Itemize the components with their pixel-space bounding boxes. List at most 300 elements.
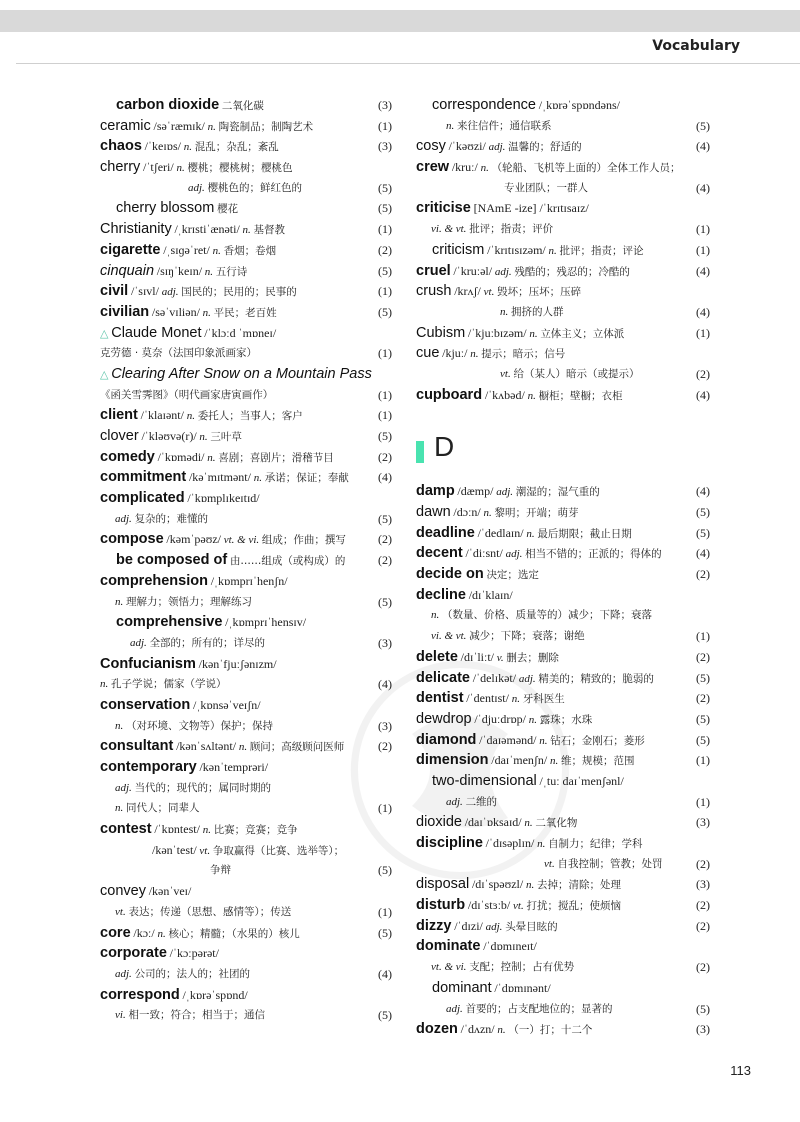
triangle-icon: △ (100, 326, 109, 340)
vocab-line (416, 833, 710, 854)
definition: 陶瓷制品；制陶艺术 (218, 120, 314, 133)
headword: clover (100, 428, 139, 444)
vocab-line (100, 778, 392, 799)
definition: 二氧化物 (535, 817, 578, 830)
unit-reference: (2) (696, 366, 710, 381)
unit-reference: (2) (696, 691, 710, 706)
part-of-speech: vt. & vi. (223, 534, 260, 547)
vocab-line (100, 261, 392, 282)
definition: 支配；控制；占有优势 (469, 961, 575, 974)
vocab-line (416, 874, 710, 895)
headword: criticise (416, 200, 471, 217)
part-of-speech: n. (242, 224, 251, 237)
part-of-speech: n. (529, 327, 538, 340)
definition: 专业团队；一群人 (504, 181, 588, 194)
part-of-speech: n. (548, 244, 557, 257)
part-of-speech: adj. (496, 486, 513, 499)
vocab-line (416, 854, 710, 875)
unit-reference: (2) (378, 449, 392, 464)
vocab-line (416, 543, 710, 564)
definition: （数量、价格、质量等的）减少；下降；衰落 (442, 609, 652, 622)
unit-reference: (4) (378, 470, 392, 485)
unit-reference: (3) (696, 815, 710, 830)
part-of-speech: vt. (500, 367, 511, 380)
headword: carbon dioxide (116, 97, 220, 113)
definition: 组成；作曲；撰写 (261, 534, 346, 547)
vocab-line (416, 1019, 710, 1040)
headword: decent (416, 545, 463, 562)
vocab-line (100, 757, 392, 778)
part-of-speech: adj. (130, 636, 147, 649)
definition: 樱桃色的；鲜红色的 (207, 181, 303, 194)
part-of-speech: n. (527, 389, 536, 402)
vocab-line (416, 364, 710, 385)
letter-d: D (434, 431, 455, 463)
phonetic: /ˈsɪvl/ (130, 284, 159, 299)
left-column (100, 95, 392, 1026)
headword: dominate (416, 938, 481, 955)
part-of-speech: adj. (115, 967, 132, 980)
phonetic: /dɪˈstɜːb/ (467, 898, 511, 913)
phonetic: /səˈvɪliən/ (151, 304, 200, 319)
headword: criticism (432, 241, 485, 258)
vocab-line (100, 716, 392, 737)
part-of-speech: n. (483, 507, 492, 519)
definition: 立体主义；立体派 (540, 327, 625, 340)
unit-reference: (2) (696, 649, 710, 664)
headword: commitment (100, 469, 187, 486)
section-title: Vocabulary (652, 38, 740, 54)
part-of-speech: vt. (483, 286, 495, 299)
vocab-line (416, 240, 710, 261)
vocab-line (416, 605, 710, 626)
vocab-line (416, 626, 710, 647)
part-of-speech: vt. (544, 857, 555, 870)
part-of-speech: adj. (494, 265, 512, 278)
vocab-line (416, 688, 710, 709)
vocab-line (100, 943, 392, 964)
definition: 孔子学说；儒家（学说） (111, 678, 227, 691)
unit-reference: (1) (696, 629, 710, 644)
vocab-line (416, 647, 710, 668)
vocab-line (416, 95, 710, 116)
part-of-speech: n. (497, 1024, 506, 1037)
headword: chaos (100, 138, 142, 155)
part-of-speech: n. (511, 693, 520, 706)
unit-reference: (5) (378, 863, 392, 878)
unit-reference: (5) (378, 263, 392, 278)
letter-accent-bar (416, 441, 424, 463)
unit-reference: (1) (378, 904, 392, 919)
definition: 喜剧；喜剧片；滑稽节目 (218, 451, 334, 464)
definition: 提示；暗示；信号 (481, 348, 566, 361)
vocab-line (100, 95, 392, 116)
phonetic: /ˈdaɪəmənd/ (479, 732, 537, 747)
vocab-line (100, 819, 392, 840)
definition: 头晕目眩的 (505, 920, 558, 933)
vocab-line (100, 633, 392, 654)
phonetic: /ˈdʌzn/ (460, 1022, 495, 1037)
vocab-line (416, 957, 710, 978)
phonetic: /ˈklɔːd ˈmɒneɪ/ (204, 325, 277, 340)
headword: cosy (416, 138, 446, 155)
vocab-line (416, 750, 710, 771)
part-of-speech: n. (446, 119, 455, 132)
unit-reference: (5) (378, 1008, 392, 1023)
unit-reference: (1) (378, 118, 392, 133)
headword: civilian (100, 303, 150, 320)
unit-reference: (4) (696, 180, 710, 195)
headword: dizzy (416, 917, 452, 934)
vocab-line (100, 302, 392, 323)
phonetic: /ˈdjuːdrɒp/ (474, 711, 526, 726)
unit-reference: (2) (696, 567, 710, 582)
phonetic: /ˈdɒmɪnənt/ (494, 980, 551, 995)
vocab-line (416, 895, 710, 916)
phonetic: /ˈdiːsnt/ (465, 546, 503, 561)
phonetic: /ˈdɪsəplɪn/ (485, 836, 535, 850)
headword: dentist (416, 690, 464, 707)
unit-reference: (1) (696, 222, 710, 237)
vocab-line (100, 985, 392, 1006)
phonetic: /səˈræmɪk/ (153, 118, 205, 133)
vocab-line (416, 385, 710, 406)
unit-reference: (1) (378, 801, 392, 816)
unit-reference: (2) (696, 960, 710, 975)
headword: discipline (416, 835, 483, 851)
definition: 基督教 (253, 224, 286, 237)
vocab-line (100, 488, 392, 509)
phonetic: /kɔː/ (133, 925, 155, 940)
vocab-line (100, 343, 392, 364)
definition: 来往信件；通信联系 (457, 119, 552, 132)
unit-reference: (3) (696, 1022, 710, 1037)
phonetic: /ˈdedlaɪn/ (477, 525, 524, 540)
unit-reference: (5) (696, 118, 710, 133)
phonetic: /daɪˈmenʃn/ (491, 753, 548, 768)
phonetic: /ˈkəʊzi/ (448, 139, 486, 154)
phonetic: /kənˈsʌltənt/ (176, 739, 237, 754)
headword: core (100, 924, 131, 941)
phonetic: /ˌtuː daɪˈmenʃənl/ (539, 773, 624, 788)
vocab-line (100, 695, 392, 716)
unit-reference: (5) (378, 201, 392, 216)
unit-reference: (2) (378, 553, 392, 568)
definition: 樱花 (217, 203, 239, 216)
definition: 去掉；清除；处理 (536, 879, 621, 892)
phonetic: /ˈkruːəl/ (453, 263, 493, 278)
definition: 钻石；金刚石；菱形 (550, 734, 645, 747)
headword: contest (100, 821, 152, 838)
definition: 公司的；法人的；社团的 (134, 967, 251, 980)
part-of-speech: n. (550, 755, 559, 768)
definition: 黎明；开端；萌芽 (494, 507, 579, 519)
part-of-speech: vi. (115, 1009, 126, 1022)
part-of-speech: n. (480, 162, 489, 175)
unit-reference: (4) (696, 484, 710, 499)
vocab-line (416, 302, 710, 323)
headword: disturb (416, 897, 466, 914)
vocab-line (416, 999, 710, 1020)
vocab-line (416, 523, 710, 544)
headword: crew (416, 159, 450, 176)
headword: dioxide (416, 814, 462, 831)
unit-reference: (1) (378, 346, 392, 361)
definition: 减少；下降；衰落；谢绝 (469, 630, 585, 643)
unit-reference: (3) (696, 877, 710, 892)
headword: civil (100, 283, 129, 300)
definition: 混乱；杂乱；紊乱 (194, 141, 279, 154)
definition: 首要的；占支配地位的；显著的 (465, 1002, 613, 1015)
headword: complicated (100, 490, 185, 507)
part-of-speech: n. (500, 305, 509, 318)
unit-reference: (5) (696, 670, 710, 685)
vocab-line (100, 385, 392, 406)
unit-reference: (5) (696, 525, 710, 540)
part-of-speech: adj. (488, 141, 506, 154)
vocab-line (100, 550, 392, 571)
vocab-line (416, 261, 710, 282)
vocab-line (416, 502, 710, 523)
part-of-speech: vi. & vt. (431, 223, 467, 236)
headword: comedy (100, 448, 155, 465)
part-of-speech: vt. (513, 900, 524, 913)
part-of-speech: n. (157, 927, 166, 940)
phonetic: [NAmE -ize] /ˈkrɪtɪsaɪz/ (473, 201, 589, 216)
unit-reference: (2) (696, 918, 710, 933)
phonetic: /kjuː/ (442, 346, 468, 361)
part-of-speech: n. (431, 609, 440, 622)
vocab-line (100, 1005, 392, 1026)
part-of-speech: vt. (199, 844, 211, 857)
vocab-line (100, 964, 392, 985)
phonetic: /ˌkrɪstiˈænəti/ (174, 222, 240, 237)
vocab-line (416, 157, 710, 178)
part-of-speech: adj. (485, 920, 503, 933)
part-of-speech: n. (115, 595, 124, 608)
unit-reference: (1) (696, 242, 710, 257)
headword: be composed of (116, 552, 228, 569)
definition: 二氧化碳 (221, 100, 264, 112)
vocab-line (100, 157, 392, 178)
definition: 三叶草 (210, 431, 242, 443)
phonetic: /daɪˈɒksaɪd/ (464, 815, 522, 830)
phonetic: /dæmp/ (457, 484, 494, 499)
phonetic: /kənˈtest/ (152, 842, 197, 857)
header-divider (16, 63, 800, 64)
definition: 争取赢得（比赛、选举等）； (212, 844, 345, 857)
headword: cruel (416, 262, 451, 279)
definition: （轮船、飞机等上面的）全体工作人员； (491, 162, 681, 175)
right-column (416, 95, 710, 1040)
definition: 毁坏；压坏；压碎 (497, 286, 582, 299)
headword: Cubism (416, 324, 466, 341)
part-of-speech: adj. (188, 181, 205, 194)
unit-reference: (5) (378, 925, 392, 940)
headword: Confucianism (100, 655, 196, 672)
vocab-line (100, 798, 392, 819)
vocab-line (100, 612, 392, 633)
headword: correspondence (432, 97, 536, 113)
vocab-line (100, 219, 392, 240)
headword: diamond (416, 731, 477, 748)
headword: dominant (432, 979, 492, 996)
unit-reference: (3) (378, 139, 392, 154)
part-of-speech: vt. (115, 905, 126, 918)
definition: （一）打；十二个 (508, 1024, 593, 1037)
part-of-speech: adj. (115, 512, 132, 525)
vocab-line (416, 323, 710, 344)
headword: cupboard (416, 386, 483, 403)
definition: 承诺；保证；奉献 (264, 472, 349, 485)
unit-reference: (3) (378, 98, 392, 112)
unit-reference: (1) (378, 387, 392, 402)
headword: convey (100, 883, 146, 900)
part-of-speech: n. (238, 741, 248, 754)
vocab-line (100, 116, 392, 137)
part-of-speech: n. (176, 162, 185, 175)
unit-reference: (3) (378, 635, 392, 650)
definition: 自制力；纪律；学科 (548, 838, 643, 850)
triangle-icon: △ (100, 367, 109, 381)
phonetic: /ˈkʌbəd/ (484, 387, 525, 402)
vocab-line (100, 860, 392, 881)
right-c-entries (416, 95, 710, 405)
phonetic: /ˌkɒmprɪˈhensɪv/ (225, 615, 307, 630)
top-banner (0, 10, 800, 32)
vocab-line (100, 840, 392, 861)
vocab-line (100, 323, 392, 344)
headword: dawn (416, 504, 451, 520)
unit-reference: (1) (378, 284, 392, 299)
vocab-line (100, 509, 392, 530)
definition: 理解力；领悟力；理解练习 (126, 595, 252, 608)
headword: cinquain (100, 262, 155, 279)
definition: 批评；指责；评论 (559, 244, 644, 257)
unit-reference: (5) (696, 505, 710, 519)
phonetic: /ˈkjuːbɪzəm/ (467, 325, 527, 340)
part-of-speech: adj. (161, 286, 179, 299)
vocab-line (416, 812, 710, 833)
unit-reference: (5) (378, 594, 392, 609)
vocab-line (416, 481, 710, 502)
part-of-speech: n. (526, 527, 535, 540)
part-of-speech: adj. (505, 548, 523, 561)
definition: 露珠；水珠 (539, 713, 593, 726)
headword: cherry (100, 159, 141, 176)
definition: 相一致；符合；相当于；通信 (128, 1009, 265, 1022)
part-of-speech: n. (207, 451, 216, 464)
vocab-line (416, 219, 710, 240)
phonetic: /kəmˈpəʊz/ (166, 532, 221, 547)
vocab-line (416, 730, 710, 751)
headword: compose (100, 531, 164, 548)
definition: 橱柜；壁橱；衣柜 (538, 389, 623, 402)
unit-reference: (4) (378, 966, 392, 981)
vocab-line (416, 585, 710, 606)
headword: decline (416, 586, 466, 603)
part-of-speech: n. (199, 431, 208, 443)
definition: 顾问；高级顾问医师 (249, 741, 345, 754)
vocab-line (416, 564, 710, 585)
phonetic: /ˌkɒrəˈspɒndəns/ (538, 98, 620, 112)
part-of-speech: n. (539, 734, 548, 747)
definition: 决定；选定 (486, 569, 539, 582)
part-of-speech: n. (253, 472, 262, 485)
definition: 最后期限；截止日期 (537, 527, 632, 540)
headword: conservation (100, 696, 191, 713)
vocab-line (100, 198, 392, 219)
unit-reference: (1) (378, 408, 392, 423)
unit-reference: (4) (696, 304, 710, 319)
headword: consultant (100, 738, 174, 755)
headword: cue (416, 345, 440, 362)
phonetic: /ˈkɒmədi/ (157, 449, 205, 464)
vocab-line (416, 136, 710, 157)
headword: comprehension (100, 572, 208, 589)
phonetic: /ˈkɒmplɪkeɪtɪd/ (187, 491, 260, 506)
part-of-speech: n. (115, 802, 124, 815)
headword: two-dimensional (432, 772, 537, 789)
vocab-line (100, 447, 392, 468)
unit-reference: (5) (378, 511, 392, 526)
part-of-speech: n. (202, 306, 211, 319)
unit-reference: (5) (696, 732, 710, 747)
headword: ceramic (100, 117, 151, 134)
vocab-line (100, 240, 392, 261)
part-of-speech: adj. (446, 795, 463, 808)
unit-reference: (1) (696, 753, 710, 768)
phonetic: /ˌkɒnsəˈveɪʃn/ (193, 697, 261, 712)
definition: 当代的；现代的；属同时期的 (134, 781, 272, 794)
definition: 委托人；当事人；客户 (197, 410, 303, 423)
phonetic: /dɪˈliːt/ (460, 649, 495, 664)
unit-reference: (4) (696, 263, 710, 278)
page-number: 113 (730, 1063, 751, 1078)
definition: 打扰；搅乱；使烦恼 (526, 900, 621, 913)
unit-reference: (2) (378, 242, 392, 257)
headword: client (100, 407, 138, 424)
headword: corporate (100, 945, 167, 962)
definition: 表达；传递（思想、感情等）；传送 (128, 905, 292, 918)
part-of-speech: n. (183, 141, 192, 154)
headword: dimension (416, 752, 489, 769)
phonetic: /ˈdentɪst/ (466, 691, 509, 706)
definition: 拥挤的人群 (511, 305, 564, 318)
phonetic: /kəˈmɪtmənt/ (188, 470, 251, 485)
headword: dozen (416, 1021, 458, 1038)
headword: crush (416, 283, 452, 300)
phonetic: /ˈdelɪkət/ (472, 670, 517, 685)
phonetic: /ˈkləʊvə(r)/ (141, 429, 197, 443)
part-of-speech: n. (470, 348, 479, 361)
part-of-speech: n. (212, 244, 221, 257)
phonetic: /dɪˈklaɪn/ (468, 587, 513, 602)
definition: 比赛；竞赛；竞争 (213, 824, 298, 837)
headword: deadline (416, 524, 475, 541)
vocab-line (100, 736, 392, 757)
unit-reference: (2) (696, 898, 710, 913)
part-of-speech: n. (186, 410, 195, 423)
part-of-speech: v. (496, 651, 504, 664)
definition: 二维的 (465, 795, 498, 808)
definition: 《函关雪霁图》（明代画家唐寅画作） (100, 388, 274, 401)
phonetic: /kruː/ (451, 160, 478, 175)
definition: 香烟；卷烟 (223, 244, 277, 257)
headword: contemporary (100, 759, 197, 775)
right-d-entries (416, 481, 710, 1040)
phonetic: /ˈtʃeri/ (143, 160, 174, 175)
